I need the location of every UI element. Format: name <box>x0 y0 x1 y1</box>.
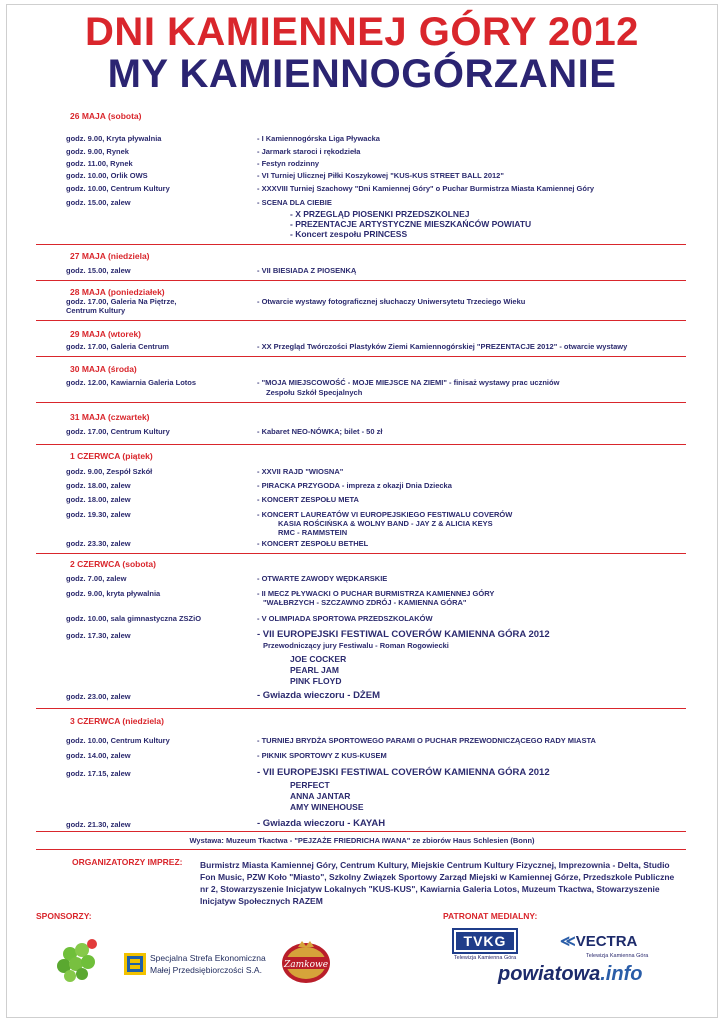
event-desc: - VII BIESIADA Z PIOSENKĄ <box>257 266 357 275</box>
event-desc: - KONCERT ZESPOŁU BETHEL <box>257 539 369 548</box>
event-desc: - TURNIEJ BRYDŻA SPORTOWEGO PARAMI O PUCHAR PRZEWODNICZĄCEGO RADY MIASTA <box>257 736 596 745</box>
event-desc: - I Kamiennogórska Liga Pływacka <box>257 134 380 143</box>
event-sub-item: PERFECT <box>290 780 330 790</box>
zamkowe-beer-logo <box>280 937 332 985</box>
event-sub-item: AMY WINEHOUSE <box>290 802 364 812</box>
event-sub-item: - Koncert zespołu PRINCESS <box>290 229 408 239</box>
day-heading: 28 MAJA (poniedziałek) <box>70 287 165 297</box>
separator <box>36 708 686 709</box>
organizers-heading: ORGANIZATORZY IMPREZ: <box>72 857 183 867</box>
title-line-1: DNI KAMIENNEJ GÓRY 2012 <box>85 10 639 54</box>
vectra-logo <box>560 932 637 950</box>
ssse-line2: Małej Przedsiębiorczości S.A. <box>150 965 262 975</box>
event-sub-item: PEARL JAM <box>290 665 339 675</box>
day-heading: 31 MAJA (czwartek) <box>70 412 150 422</box>
ssse-line1: Specjalna Strefa Ekonomiczna <box>150 953 266 963</box>
event-time: godz. 9.00, Kryta pływalnia <box>66 134 162 143</box>
separator <box>36 280 686 281</box>
event-desc: - XXVII RAJD "WIOSNA" <box>257 467 344 476</box>
event-time: godz. 10.00, sala gimnastyczna ZSZiO <box>66 614 202 623</box>
day-heading: 27 MAJA (niedziela) <box>70 251 150 261</box>
event-desc: - SCENA DLA CIEBIE <box>257 198 332 207</box>
organizers-text: Burmistrz Miasta Kamiennej Góry, Centrum Kultury, Miejskie Centrum Kultury Fizycznej, Imprezownia - Delta, Studio Fon Music, PZW Koło "Miasto", Szkolny Związek Sportowy Zarząd Miejski w Kamiennej Górze, Przedszkole Publiczne nr 2, Stowarzyszenie Inicjatyw Lokalnych "KUS-KUS", Kawiarnia Galeria Lotos, Muzeum Tkactwa, Stowarzyszenie Inicjatyw Społecznych RAZEM <box>200 860 675 906</box>
vectra-mark-icon: ≪ <box>560 933 576 950</box>
event-sub-item: RMC - RAMMSTEIN <box>278 528 348 537</box>
separator <box>36 356 686 357</box>
day-heading: 29 MAJA (wtorek) <box>70 329 142 339</box>
event-sub-item: - PREZENTACJE ARTYSTYCZNE MIESZKAŃCÓW POWIATU <box>290 219 532 229</box>
event-time: godz. 14.00, zalew <box>66 751 131 760</box>
event-time: godz. 7.00, zalew <box>66 574 127 583</box>
event-sub-item: JOE COCKER <box>290 654 347 664</box>
media-patronage-heading: PATRONAT MEDIALNY: <box>443 911 538 921</box>
event-time: godz. 17.15, zalew <box>66 769 131 778</box>
event-desc: - PIRACKA PRZYGODA - impreza z okazji Dnia Dziecka <box>257 481 452 490</box>
day-heading: 26 MAJA (sobota) <box>70 111 142 121</box>
separator <box>36 831 686 832</box>
event-desc: - Festyn rodzinny <box>257 159 320 168</box>
powiatowa-logo <box>498 963 642 986</box>
event-time: godz. 17.30, zalew <box>66 631 131 640</box>
event-desc: - II MECZ PŁYWACKI O PUCHAR BURMISTRZA KAMIENNEJ GÓRY <box>257 589 495 598</box>
event-desc: - KONCERT LAUREATÓW VI EUROPEJSKIEGO FESTIWALU COVERÓW <box>257 510 513 519</box>
event-time: godz. 9.00, Zespół Szkół <box>66 467 153 476</box>
separator <box>36 849 686 850</box>
event-sub-item: KASIA ROŚCIŃSKA & WOLNY BAND - JAY Z & ALICIA KEYS <box>278 519 493 528</box>
tvkg-logo <box>452 928 518 954</box>
title-line-2: MY KAMIENNOGÓRZANIE <box>107 52 617 96</box>
event-time: godz. 18.00, zalew <box>66 481 131 490</box>
event-time: godz. 21.30, zalew <box>66 820 131 829</box>
event-desc: - XXXVIII Turniej Szachowy "Dni Kamiennej Góry" o Puchar Burmistrza Miasta Kamiennej Góry <box>257 184 595 193</box>
day-heading: 30 MAJA (środa) <box>70 364 137 374</box>
separator <box>36 444 686 445</box>
event-time: godz. 12.00, Kawiarnia Galeria Lotos <box>66 378 197 387</box>
event-time-cont: Centrum Kultury <box>66 306 126 315</box>
ssse-logo-text <box>150 952 266 976</box>
day-heading: 3 CZERWCA (niedziela) <box>70 716 164 726</box>
event-time: godz. 9.00, Rynek <box>66 147 129 156</box>
event-desc: - KONCERT ZESPOŁU META <box>257 495 359 504</box>
event-desc: - PIKNIK SPORTOWY Z KUS-KUSEM <box>257 751 387 760</box>
event-desc-cont: Zespołu Szkół Specjalnych <box>266 388 363 397</box>
green-grapes-logo <box>48 936 108 988</box>
event-desc: - OTWARTE ZAWODY WĘDKARSKIE <box>257 574 388 583</box>
event-time: godz. 23.00, zalew <box>66 692 131 701</box>
event-desc: - Gwiazda wieczoru - DŻEM <box>257 690 380 701</box>
event-time: godz. 15.00, zalew <box>66 266 131 275</box>
event-time: godz. 18.00, zalew <box>66 495 131 504</box>
event-desc: - VII EUROPEJSKI FESTIWAL COVERÓW KAMIENNA GÓRA 2012 <box>257 767 550 778</box>
event-desc: - V OLIMPIADA SPORTOWA PRZEDSZKOLAKÓW <box>257 614 433 623</box>
event-desc: - Gwiazda wieczoru - KAYAH <box>257 818 386 829</box>
event-time: godz. 17.00, Galeria Na Piętrze, <box>66 297 177 306</box>
event-desc: - Jarmark staroci i rękodzieła <box>257 147 361 156</box>
event-time: godz. 23.30, zalew <box>66 539 131 548</box>
event-time: godz. 19.30, zalew <box>66 510 131 519</box>
vectra-wordmark: VECTRA <box>575 933 638 950</box>
day-heading: 2 CZERWCA (sobota) <box>70 559 156 569</box>
event-desc-cont: "WAŁBRZYCH - SZCZAWNO ZDRÓJ - KAMIENNA GÓRA" <box>263 598 467 607</box>
separator <box>36 553 686 554</box>
event-time: godz. 10.00, Orlik OWS <box>66 171 148 180</box>
event-time: godz. 15.00, zalew <box>66 198 131 207</box>
event-sub-item: - X PRZEGLĄD PIOSENKI PRZEDSZKOLNEJ <box>290 209 470 219</box>
separator <box>36 320 686 321</box>
event-time: godz. 9.00, kryta pływalnia <box>66 589 161 598</box>
separator <box>36 402 686 403</box>
event-sub-item: ANNA JANTAR <box>290 791 351 801</box>
event-time: godz. 17.00, Centrum Kultury <box>66 427 170 436</box>
event-desc: - VI Turniej Ulicznej Piłki Koszykowej "KUS-KUS STREET BALL 2012" <box>257 171 504 180</box>
event-desc: - XX Przegląd Twórczości Plastyków Ziemi Kamiennogórskiej "PREZENTACJE 2012" - otwarcie wystawy <box>257 342 628 351</box>
powiatowa-wordmark: powiatowa <box>498 963 601 985</box>
event-desc: - "MOJA MIEJSCOWOŚĆ - MOJE MIEJSCE NA ZIEMI" - finisaż wystawy prac uczniów <box>257 378 560 387</box>
zamkowe-wordmark: Zamkowe <box>283 960 329 970</box>
event-desc: - Kabaret NEO-NÓWKA; bilet - 50 zł <box>257 427 383 436</box>
event-time: godz. 17.00, Galeria Centrum <box>66 342 169 351</box>
event-desc-cont: Przewodniczący jury Festiwalu - Roman Rogowiecki <box>263 641 449 650</box>
event-time: godz. 10.00, Centrum Kultury <box>66 736 170 745</box>
exhibition-note: Wystawa: Muzeum Tkactwa - "PEJZAŻE FRIEDRICHA IWANA" ze zbiorów Haus Schlesien (Bonn) <box>189 836 535 845</box>
event-time: godz. 11.00, Rynek <box>66 159 133 168</box>
powiatowa-tld: .info <box>600 963 643 985</box>
event-sub-item: PINK FLOYD <box>290 676 342 686</box>
vectra-subtitle: Telewizja Kamienna Góra <box>586 953 649 959</box>
event-desc: - VII EUROPEJSKI FESTIWAL COVERÓW KAMIENNA GÓRA 2012 <box>257 629 550 640</box>
tvkg-subtitle: Telewizja Kamienna Góra <box>453 955 517 961</box>
day-heading: 1 CZERWCA (piątek) <box>70 451 153 461</box>
event-time: godz. 10.00, Centrum Kultury <box>66 184 170 193</box>
tvkg-wordmark: TVKG <box>456 932 514 950</box>
ssse-logo-icon <box>124 953 146 975</box>
event-desc: - Otwarcie wystawy fotograficznej słuchaczy Uniwersytetu Trzeciego Wieku <box>257 297 526 306</box>
sponsors-heading: SPONSORZY: <box>36 911 92 921</box>
separator <box>36 244 686 245</box>
